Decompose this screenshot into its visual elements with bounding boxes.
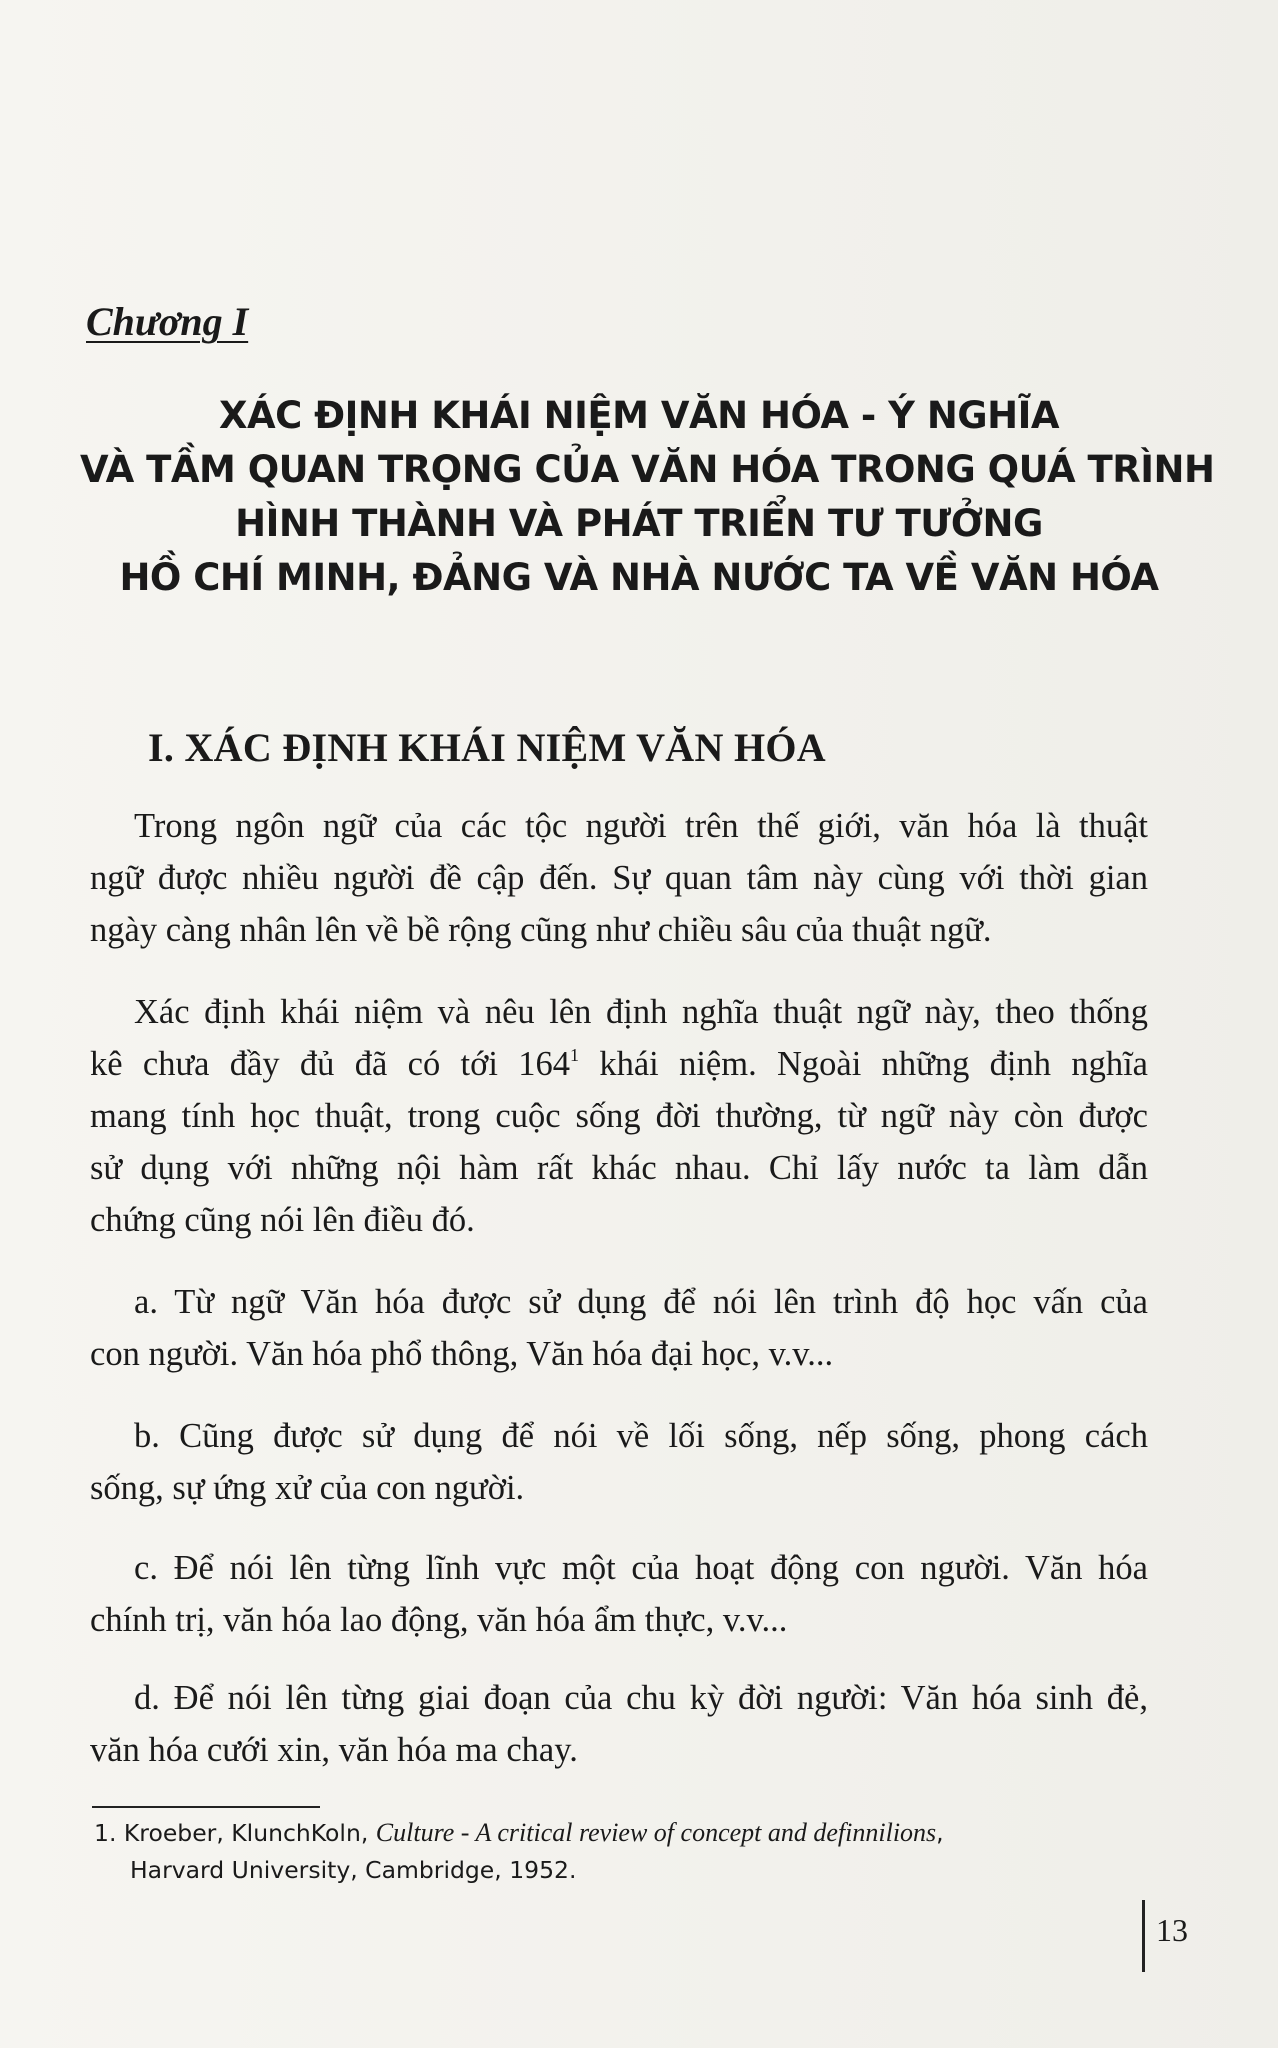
chapter-title-line: HỒ CHÍ MINH, ĐẢNG VÀ NHÀ NƯỚC TA VỀ VĂN HÓA: [119, 556, 1159, 599]
chapter-title: [80, 392, 1215, 608]
paragraph-4: [90, 1410, 1148, 1514]
text-line: chính trị, văn hóa lao động, văn hóa ẩm thực, v.v...: [90, 1601, 788, 1639]
text-line: Trong ngôn ngữ của các tộc người trên thế giới, văn hóa là thuật: [134, 807, 1148, 845]
text-segment: kê chưa đầy đủ đã có tới 164: [90, 1045, 571, 1083]
text-line: mang tính học thuật, trong cuộc sống đời thường, từ ngữ này còn được: [90, 1097, 1148, 1135]
chapter-label: Chương I: [86, 299, 249, 344]
page-number-bar: [1142, 1900, 1145, 1972]
footnote-title: Culture - A critical review of concept and definnilions: [375, 1818, 937, 1847]
text-line: chứng cũng nói lên điều đó.: [90, 1201, 475, 1239]
footnote-line: Harvard University, Cambridge, 1952.: [130, 1856, 577, 1884]
chapter-title-line: XÁC ĐỊNH KHÁI NIỆM VĂN HÓA - Ý NGHĨA: [218, 394, 1060, 437]
footnote-prefix: 1. Kroeber, KlunchKoln,: [94, 1819, 376, 1847]
text-line: sử dụng với những nội hàm rất khác nhau. Chỉ lấy nước ta làm dẫn: [90, 1149, 1148, 1187]
section-heading: I. XÁC ĐỊNH KHÁI NIỆM VĂN HÓA: [148, 725, 826, 770]
footnote-divider: [92, 1806, 320, 1808]
paragraph-5: [90, 1542, 1148, 1646]
text-line: b. Cũng được sử dụng để nói về lối sống, nếp sống, phong cách: [134, 1417, 1148, 1455]
text-line: ngữ được nhiều người đề cập đến. Sự quan tâm này cùng với thời gian: [90, 859, 1148, 897]
footnote-suffix: ,: [936, 1819, 944, 1847]
text-line: c. Để nói lên từng lĩnh vực một của hoạt động con người. Văn hóa: [134, 1549, 1148, 1587]
page-number: 13: [1156, 1912, 1188, 1948]
footnote-line: [94, 1814, 1150, 1852]
paragraph-3: [90, 1276, 1148, 1380]
text-line: [90, 1038, 1148, 1090]
text-line: sống, sự ứng xử của con người.: [90, 1469, 525, 1507]
text-line: a. Từ ngữ Văn hóa được sử dụng để nói lên trình độ học vấn của: [134, 1283, 1148, 1321]
paragraph-2: [90, 986, 1148, 1246]
text-line: d. Để nói lên từng giai đoạn của chu kỳ đời người: Văn hóa sinh đẻ,: [134, 1679, 1148, 1717]
paragraph-6: [90, 1672, 1148, 1776]
chapter-title-line: VÀ TẦM QUAN TRỌNG CỦA VĂN HÓA TRONG QUÁ TRÌNH: [80, 448, 1215, 491]
paragraph-1: [90, 800, 1148, 956]
text-line: con người. Văn hóa phổ thông, Văn hóa đại học, v.v...: [90, 1335, 834, 1373]
text-segment: khái niệm. Ngoài những định nghĩa: [579, 1045, 1148, 1083]
chapter-title-line: HÌNH THÀNH VÀ PHÁT TRIỂN TƯ TƯỞNG: [235, 502, 1043, 545]
text-line: Xác định khái niệm và nêu lên định nghĩa thuật ngữ này, theo thống: [134, 993, 1148, 1031]
text-line: ngày càng nhân lên về bề rộng cũng như chiều sâu của thuật ngữ.: [90, 911, 992, 949]
footnote: [94, 1814, 1150, 1889]
footnote-reference: 1: [570, 1045, 580, 1065]
text-line: văn hóa cưới xin, văn hóa ma chay.: [90, 1731, 578, 1769]
